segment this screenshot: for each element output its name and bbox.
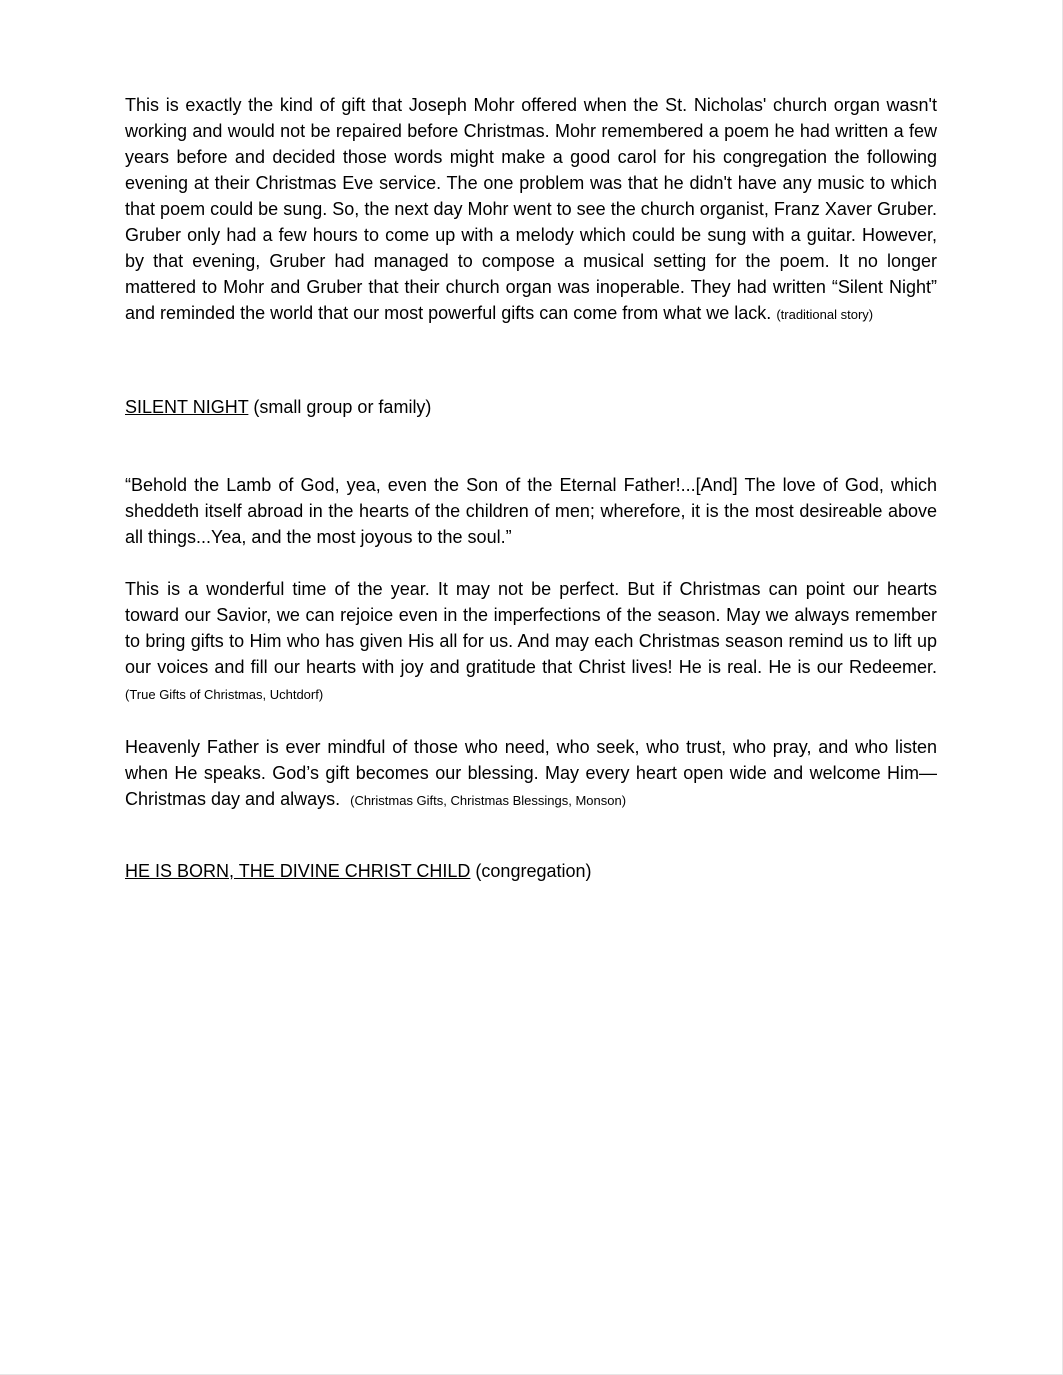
story-text: This is exactly the kind of gift that Joseph Mohr offered when the St. Nicholas' church organ wasn't working and would not be repaired before Christmas. Mohr remembered a poem he had written a few years before and decided those words might make a good carol for his congregation the following evening at their Christmas Eve service. The one problem was that he didn't have any music to which that poem could be sung. So, the next day Mohr went to see the church organist, Franz Xaver Gruber. Gruber only had a few hours to come up with a melody which could be sung with a guitar. However, by that evening, Gruber had managed to compose a musical setting for the poem. It no longer mattered to Mohr and Gruber that their church organ was inoperable. They had written “Silent Night” and reminded the world that our most powerful gifts can come from what we lack.	[125, 95, 937, 323]
story-paragraph	[125, 92, 937, 328]
reflection-citation: (True Gifts of Christmas, Uchtdorf)	[125, 687, 324, 702]
spacer	[125, 328, 937, 394]
spacer	[125, 814, 937, 858]
song-title: SILENT NIGHT	[125, 397, 249, 417]
reflection-paragraph-monson	[125, 734, 937, 814]
song-heading-silent-night	[125, 394, 937, 420]
story-citation: (traditional story)	[776, 307, 874, 322]
song-title: HE IS BORN, THE DIVINE CHRIST CHILD	[125, 861, 471, 881]
spacer	[125, 420, 937, 472]
spacer	[125, 550, 937, 576]
quote-text: “Behold the Lamb of God, yea, even the Son of the Eternal Father!...[And] The love of God, which sheddeth itself abroad in the hearts of the children of men; wherefore, it is the most desireable above all things...Yea, and the most joyous to the soul.”	[125, 475, 937, 547]
reflection-citation: (Christmas Gifts, Christmas Blessings, Monson)	[350, 793, 627, 808]
reflection-paragraph-uchtdorf	[125, 576, 937, 708]
reflection-text: This is a wonderful time of the year. It may not be perfect. But if Christmas can point our hearts toward our Savior, we can rejoice even in the imperfections of the season. May we always remember to bring gifts to Him who has given His all for us. And may each Christmas season remind us to lift up our voices and fill our hearts with joy and gratitude that Christ lives! He is real. He is our Redeemer.	[125, 579, 937, 677]
document-body	[125, 92, 937, 884]
song-note: (congregation)	[475, 861, 592, 881]
song-note: (small group or family)	[253, 397, 432, 417]
scripture-quote	[125, 472, 937, 550]
reflection-text: Heavenly Father is ever mindful of those who need, who seek, who trust, who pray, and who listen when He speaks. God’s gift becomes our blessing. May every heart open wide and welcome Him—Christmas day and always.	[125, 737, 937, 809]
spacer	[125, 708, 937, 734]
song-heading-he-is-born	[125, 858, 937, 884]
